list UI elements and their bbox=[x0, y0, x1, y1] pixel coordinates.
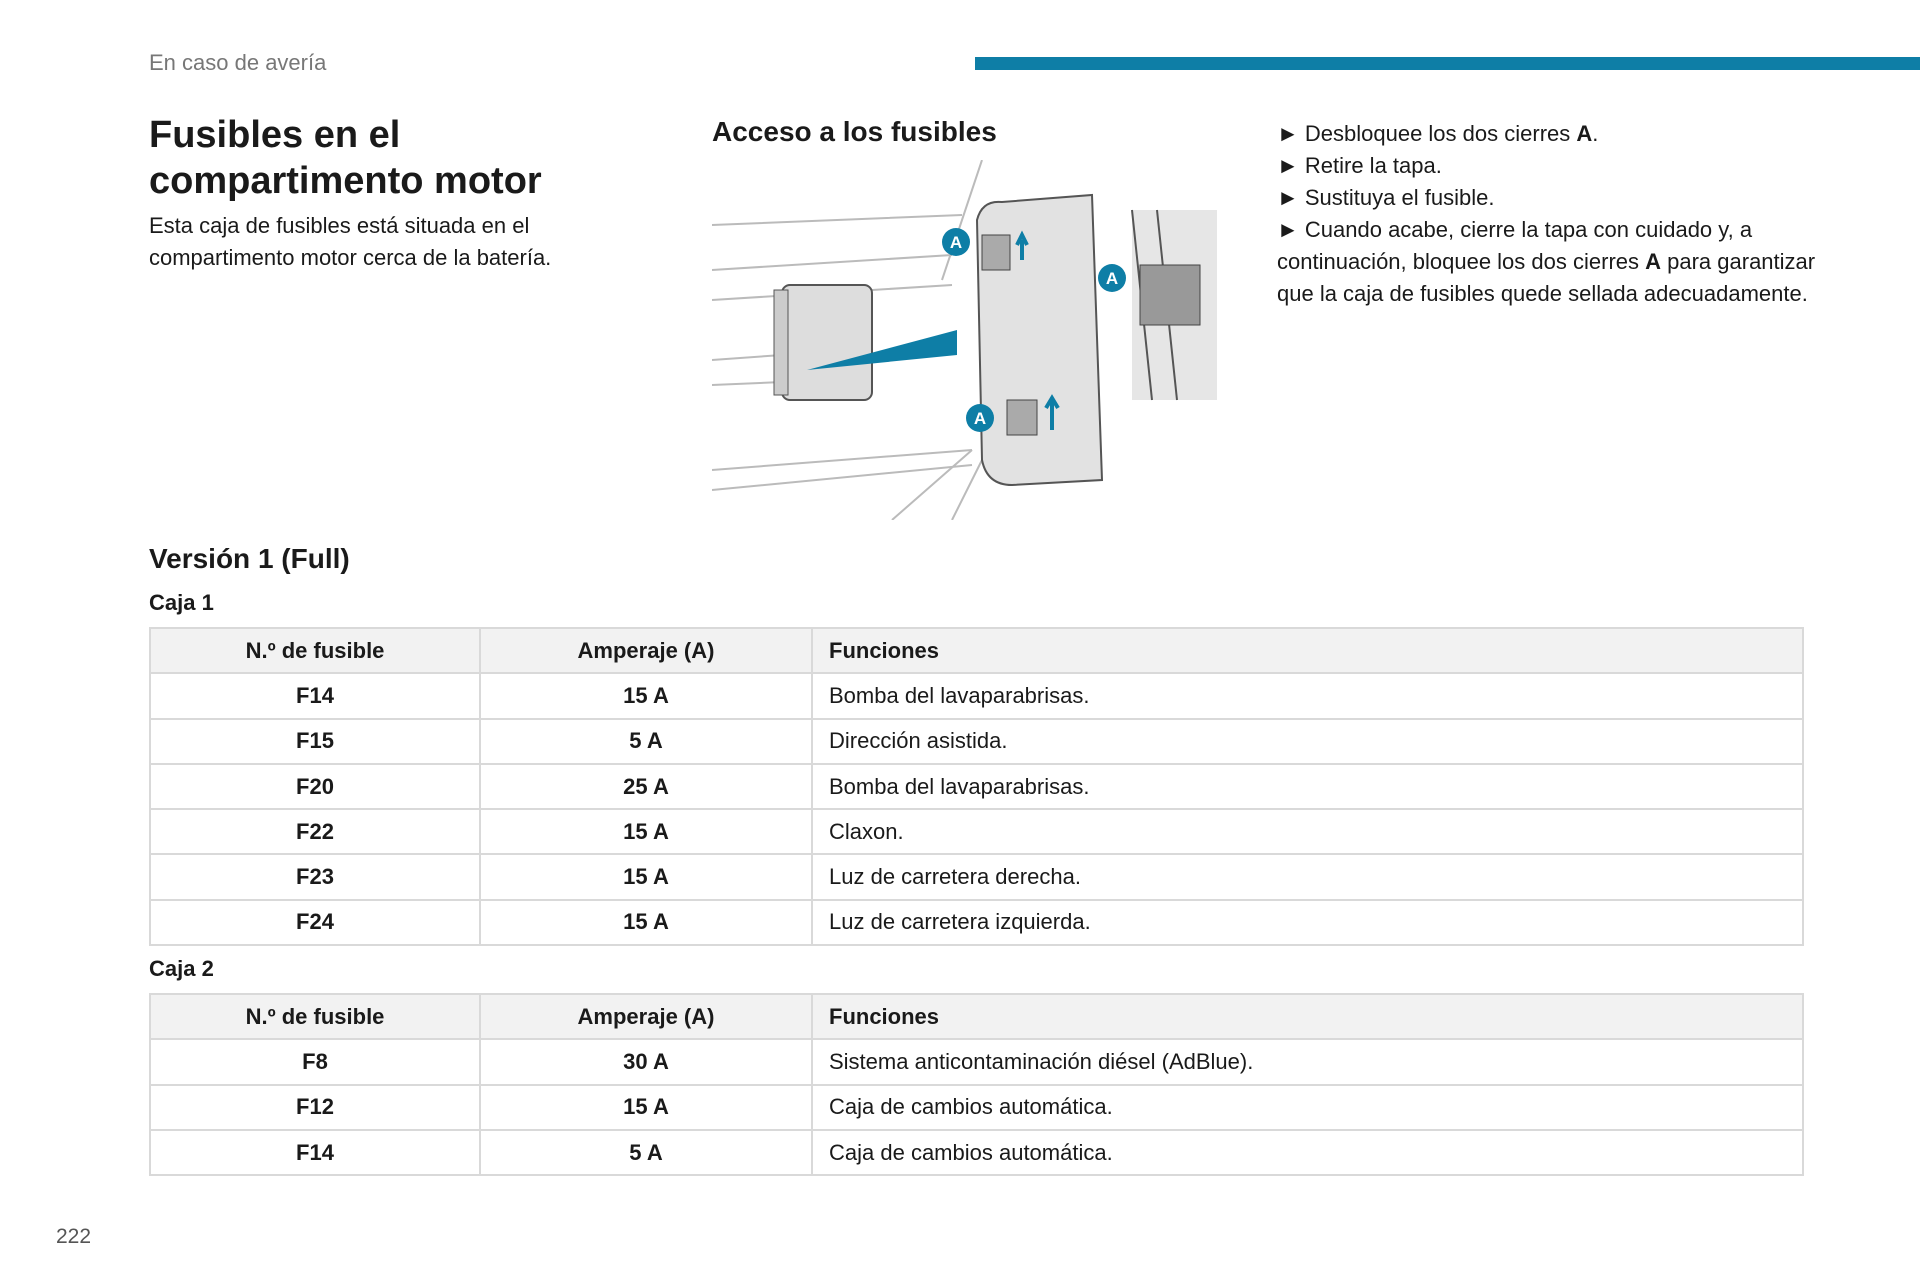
amperage: 5 A bbox=[480, 1130, 812, 1175]
fuse-box-diagram bbox=[712, 160, 1232, 520]
function: Claxon. bbox=[812, 809, 1803, 854]
amperage: 30 A bbox=[480, 1039, 812, 1084]
table-row bbox=[150, 764, 1803, 809]
box1-fuse-table bbox=[149, 627, 1804, 946]
function: Luz de carretera derecha. bbox=[812, 854, 1803, 899]
function: Sistema anticontaminación diésel (AdBlue). bbox=[812, 1039, 1803, 1084]
svg-text:A: A bbox=[973, 409, 987, 428]
amperage: 25 A bbox=[480, 764, 812, 809]
table-row bbox=[150, 719, 1803, 764]
amperage: 15 A bbox=[480, 809, 812, 854]
function: Caja de cambios automática. bbox=[812, 1130, 1803, 1175]
svg-text:A: A bbox=[1105, 269, 1119, 288]
access-heading: Acceso a los fusibles bbox=[712, 116, 997, 147]
svg-text:A: A bbox=[949, 233, 963, 252]
table-row bbox=[150, 1130, 1803, 1175]
table-header: N.º de fusible Amperaje (A) Funciones bbox=[150, 994, 1803, 1039]
table-row bbox=[150, 1039, 1803, 1084]
fuse-number: F14 bbox=[150, 1130, 480, 1175]
box2-label: Caja 2 bbox=[149, 956, 214, 981]
box1-label: Caja 1 bbox=[149, 590, 214, 615]
function: Dirección asistida. bbox=[812, 719, 1803, 764]
function: Bomba del lavaparabrisas. bbox=[812, 764, 1803, 809]
step-4: ► Cuando acabe, cierre la tapa con cuidado y, a continuación, bloquee los dos cierres A para garantizar que la caja de fusibles quede sellada adecuadamente. bbox=[1277, 217, 1816, 306]
page-number: 222 bbox=[56, 1225, 92, 1248]
function: Bomba del lavaparabrisas. bbox=[812, 673, 1803, 718]
table-header: N.º de fusible Amperaje (A) Funciones bbox=[150, 628, 1803, 673]
fuse-number: F24 bbox=[150, 900, 480, 945]
table-row bbox=[150, 1085, 1803, 1130]
table-row bbox=[150, 854, 1803, 899]
fuse-number: F14 bbox=[150, 673, 480, 718]
page-title: Fusibles en el compartimento motor bbox=[149, 114, 542, 202]
amperage: 15 A bbox=[480, 900, 812, 945]
fuse-number: F22 bbox=[150, 809, 480, 854]
amperage: 5 A bbox=[480, 719, 812, 764]
amperage: 15 A bbox=[480, 854, 812, 899]
amperage: 15 A bbox=[480, 673, 812, 718]
step-2: ► Retire la tapa. bbox=[1277, 153, 1442, 178]
amperage: 15 A bbox=[480, 1085, 812, 1130]
box2-fuse-table bbox=[149, 993, 1804, 1176]
fuse-number: F23 bbox=[150, 854, 480, 899]
function: Caja de cambios automática. bbox=[812, 1085, 1803, 1130]
step-1: ► Desbloquee los dos cierres A. bbox=[1277, 121, 1599, 146]
table-row bbox=[150, 900, 1803, 945]
fuse-number: F20 bbox=[150, 764, 480, 809]
fuse-number: F15 bbox=[150, 719, 480, 764]
table-row bbox=[150, 673, 1803, 718]
fuse-number: F8 bbox=[150, 1039, 480, 1084]
section-header: En caso de avería bbox=[149, 50, 327, 75]
version-heading: Versión 1 (Full) bbox=[149, 543, 350, 574]
function: Luz de carretera izquierda. bbox=[812, 900, 1803, 945]
fuse-number: F12 bbox=[150, 1085, 480, 1130]
header-accent-bar bbox=[975, 57, 1920, 70]
intro-text: Esta caja de fusibles está situada en el compartimento motor cerca de la batería. bbox=[149, 213, 552, 270]
instruction-steps bbox=[1277, 118, 1817, 310]
table-row bbox=[150, 809, 1803, 854]
step-3: ► Sustituya el fusible. bbox=[1277, 185, 1495, 210]
